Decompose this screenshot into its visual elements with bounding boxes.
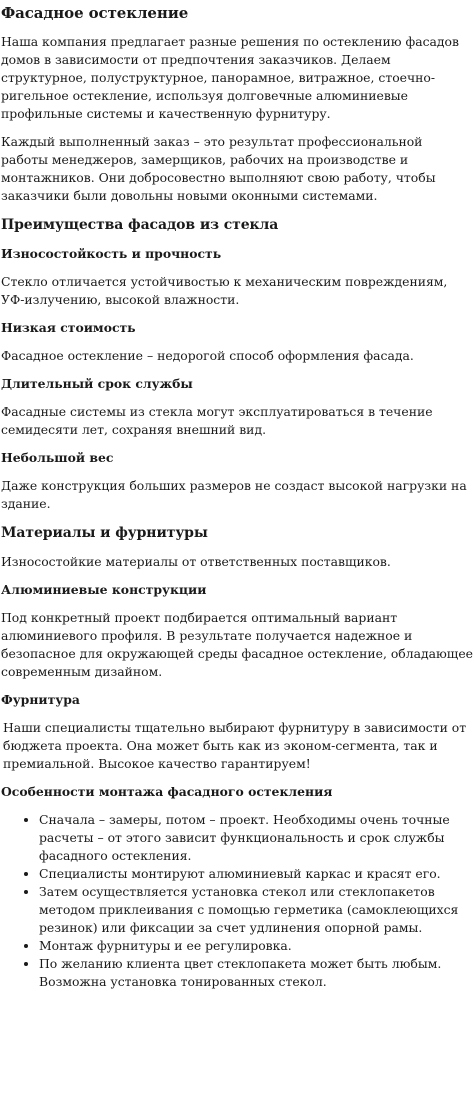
- advantage-text-cost: Фасадное остекление – недорогой способ оформления фасада.: [1, 348, 414, 363]
- intro-paragraph-1: Наша компания предлагает разные решения по остеклению фасадов домов в зависимости от предпочтения заказчиков. Делаем структурное, полуструктурное, панорамное, витражное, стоечно-ригельное остекление, используя долговечные алюминиевые профильные системы и качественную фурнитуру.: [1, 34, 459, 121]
- advantage-title-cost: Низкая стоимость: [1, 320, 136, 335]
- list-item: • Сначала – замеры, потом – проект. Необходимы очень точные расчеты – от этого зависит функциональность и срок службы фасадного остекления.: [39, 811, 473, 865]
- list-item: • По желанию клиента цвет стеклопакета может быть любым. Возможна установка тонированных стекол.: [39, 955, 473, 991]
- installation-steps-list: [1, 811, 473, 991]
- advantage-text-weight: Даже конструкция больших размеров не создаст высокой нагрузки на здание.: [1, 478, 467, 511]
- list-item: • Специалисты монтируют алюминиевый каркас и красят его.: [39, 865, 473, 883]
- page-title: Фасадное остекление: [1, 4, 189, 22]
- advantage-text-wear: Стекло отличается устойчивостью к механическим повреждениям, УФ-излучению, высокой влажности.: [1, 274, 448, 307]
- intro-paragraph-2: Каждый выполненный заказ – это результат профессиональной работы менеджеров, замерщиков, рабочих на производстве и монтажников. Они добросовестно выполняют свою работу, чтобы заказчики были довольны новыми оконными системами.: [1, 134, 436, 203]
- advantage-text-lifetime: Фасадные системы из стекла могут эксплуатироваться в течение семидесяти лет, сохраняя внешний вид.: [1, 404, 433, 437]
- installation-heading: Особенности монтажа фасадного остекления: [1, 784, 333, 799]
- materials-text-aluminium: Под конкретный проект подбирается оптимальный вариант алюминиевого профиля. В результате получается надежное и безопасное для окружающей среды фасадное остекление, обладающее современным дизайном.: [1, 610, 473, 679]
- list-item: • Монтаж фурнитуры и ее регулировка.: [39, 937, 473, 955]
- advantage-title-weight: Небольшой вес: [1, 450, 114, 465]
- materials-heading: Материалы и фурнитуры: [1, 525, 208, 541]
- list-item: • Затем осуществляется установка стекол или стеклопакетов методом приклеивания с помощью герметика (самоклеющихся резинок) или фиксации за счет удлинения опорной рамы.: [39, 883, 473, 937]
- advantage-title-wear: Износостойкость и прочность: [1, 246, 222, 261]
- materials-intro: Износостойкие материалы от ответственных поставщиков.: [1, 554, 391, 569]
- materials-title-hardware: Фурнитура: [1, 692, 80, 707]
- advantages-heading: Преимущества фасадов из стекла: [1, 217, 279, 233]
- advantage-title-lifetime: Длительный срок службы: [1, 376, 193, 391]
- materials-text-hardware: Наши специалисты тщательно выбирают фурнитуру в зависимости от бюджета проекта. Она может быть как из эконом-сегмента, так и премиальной. Высокое качество гарантируем!: [3, 720, 467, 771]
- materials-title-aluminium: Алюминиевые конструкции: [1, 582, 207, 597]
